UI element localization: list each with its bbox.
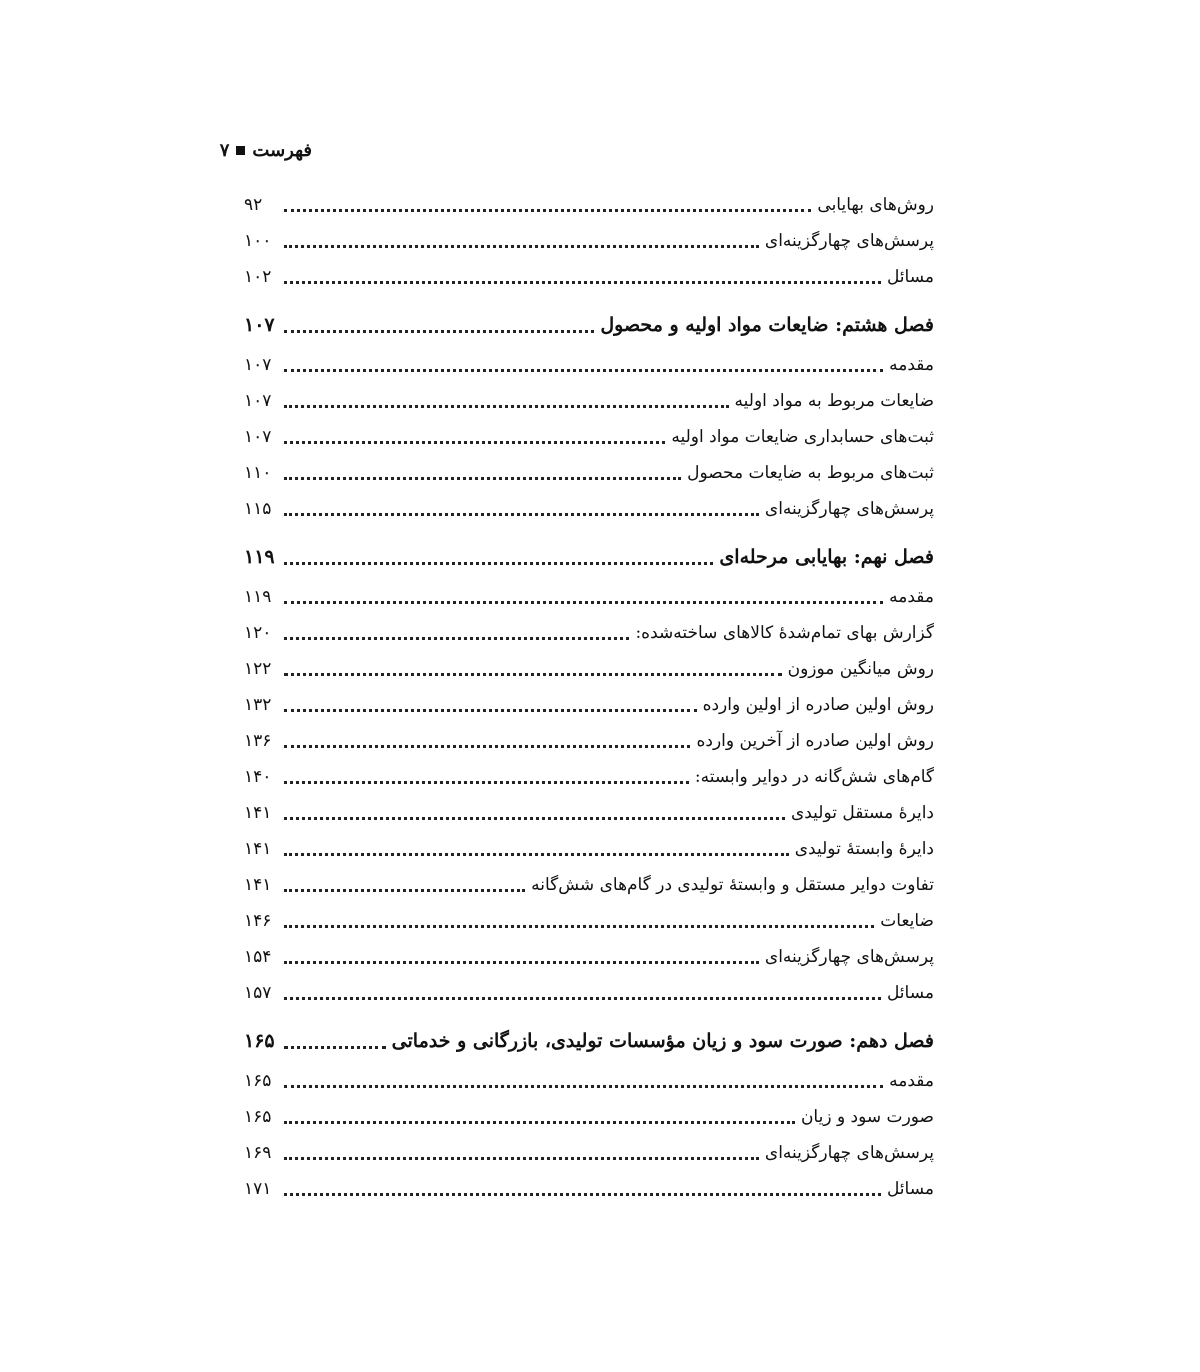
entry-title: روش میانگین موزون [787, 659, 934, 679]
page-number: ۱۲۰ [244, 623, 272, 643]
toc-entry-row [244, 795, 934, 831]
square-bullet-icon [236, 146, 245, 155]
entry-title: تفاوت دوایر مستقل و وابستهٔ تولیدی در گام‌های شش‌گانه [531, 875, 934, 895]
dot-leader [284, 1157, 759, 1160]
dot-leader [284, 513, 759, 516]
dot-leader [284, 673, 782, 676]
entry-title: ضایعات [880, 911, 934, 931]
dot-leader [284, 209, 811, 212]
entry-title: صورت سود و زیان [800, 1107, 934, 1127]
toc-entry-row [244, 259, 934, 295]
dot-leader [284, 1193, 881, 1196]
dot-leader [284, 637, 629, 640]
header-page-number: ۷ [219, 140, 230, 161]
dot-leader [284, 562, 713, 565]
dot-leader [284, 709, 697, 712]
dot-leader [284, 925, 874, 928]
entry-title: دایرهٔ وابستهٔ تولیدی [794, 839, 934, 859]
page-number: ۱۰۲ [244, 267, 272, 287]
entry-title: مسائل [886, 983, 934, 1003]
dot-leader [284, 330, 594, 333]
page-number: ۱۰۷ [244, 391, 272, 411]
page-number: ۱۶۵ [244, 1030, 275, 1052]
page-number: ۱۳۶ [244, 731, 272, 751]
dot-leader [284, 1085, 883, 1088]
toc-entry-row [244, 347, 934, 383]
page-number: ۱۴۱ [244, 875, 272, 895]
page-number: ۱۰۰ [244, 231, 272, 251]
entry-title: ثبت‌های مربوط به ضایعات محصول [687, 463, 934, 483]
toc-entry-row [244, 831, 934, 867]
toc-entry-row [244, 187, 934, 223]
page-number: ۱۰۷ [244, 314, 275, 336]
entry-title: ضایعات مربوط به مواد اولیه [734, 391, 934, 411]
entry-title: ثبت‌های حسابداری ضایعات مواد اولیه [671, 427, 934, 447]
page-number: ۱۶۵ [244, 1107, 272, 1127]
chapter-title: فصل نهم: بهایابی مرحله‌ای [719, 546, 934, 568]
page-number: ۱۳۲ [244, 695, 272, 715]
page-number: ۹۲ [244, 195, 263, 215]
dot-leader [284, 853, 789, 856]
page-number: ۱۰۷ [244, 427, 272, 447]
toc-entry-row [244, 975, 934, 1011]
dot-leader [284, 477, 681, 480]
entry-title: روش‌های بهایابی [817, 195, 934, 215]
header-title: فهرست [252, 140, 312, 161]
dot-leader [284, 441, 665, 444]
toc-chapter-row [244, 1019, 934, 1063]
entry-title: پرسش‌های چهارگزینه‌ای [764, 1143, 934, 1163]
toc-entry-row [244, 939, 934, 975]
page-number: ۱۷۱ [244, 1179, 272, 1199]
toc-entry-row [244, 419, 934, 455]
dot-leader [284, 369, 883, 372]
toc-entry-row [244, 455, 934, 491]
toc-entry-row [244, 579, 934, 615]
page-number: ۱۱۰ [244, 463, 272, 483]
dot-leader [284, 601, 883, 604]
dot-leader [284, 817, 785, 820]
dot-leader [284, 889, 525, 892]
page-number: ۱۱۵ [244, 499, 272, 519]
toc-entry-row [244, 759, 934, 795]
dot-leader [284, 281, 881, 284]
toc-entry-row [244, 687, 934, 723]
chapter-title: فصل دهم: صورت سود و زیان مؤسسات تولیدی، بازرگانی و خدماتی [391, 1030, 934, 1052]
toc-chapter-row [244, 535, 934, 579]
running-header [220, 140, 312, 161]
toc-entry-row [244, 491, 934, 527]
dot-leader [284, 745, 690, 748]
chapter-title: فصل هشتم: ضایعات مواد اولیه و محصول [600, 314, 934, 336]
dot-leader [284, 1046, 386, 1049]
toc-entry-row [244, 223, 934, 259]
toc-entry-row [244, 903, 934, 939]
entry-title: مقدمه [889, 587, 934, 607]
toc-entry-row [244, 383, 934, 419]
entry-title: مقدمه [889, 355, 934, 375]
toc-entry-row [244, 615, 934, 651]
page-number: ۱۴۱ [244, 803, 272, 823]
dot-leader [284, 997, 881, 1000]
dot-leader [284, 961, 759, 964]
entry-title: گام‌های شش‌گانه در دوایر وابسته: [694, 767, 934, 787]
page-number: ۱۵۴ [244, 947, 272, 967]
page-number: ۱۱۹ [244, 587, 272, 607]
page-number: ۱۴۶ [244, 911, 272, 931]
table-of-contents [244, 187, 934, 1207]
toc-entry-row [244, 1171, 934, 1207]
page-number: ۱۵۷ [244, 983, 272, 1003]
toc-entry-row [244, 1135, 934, 1171]
dot-leader [284, 245, 759, 248]
page-number: ۱۲۲ [244, 659, 272, 679]
toc-entry-row [244, 867, 934, 903]
entry-title: مسائل [886, 1179, 934, 1199]
page-number: ۱۶۵ [244, 1071, 272, 1091]
entry-title: مقدمه [889, 1071, 934, 1091]
entry-title: پرسش‌های چهارگزینه‌ای [764, 499, 934, 519]
page-number: ۱۴۰ [244, 767, 272, 787]
page-number: ۱۶۹ [244, 1143, 272, 1163]
page-number: ۱۱۹ [244, 546, 275, 568]
entry-title: گزارش بهای تمام‌شدهٔ کالاهای ساخته‌شده: [635, 623, 934, 643]
dot-leader [284, 1121, 795, 1124]
dot-leader [284, 781, 689, 784]
toc-entry-row [244, 651, 934, 687]
dot-leader [284, 405, 729, 408]
toc-entry-row [244, 723, 934, 759]
entry-title: روش اولین صادره از آخرین وارده [696, 731, 934, 751]
entry-title: مسائل [886, 267, 934, 287]
entry-title: پرسش‌های چهارگزینه‌ای [764, 947, 934, 967]
entry-title: روش اولین صادره از اولین وارده [702, 695, 934, 715]
toc-chapter-row [244, 303, 934, 347]
entry-title: پرسش‌های چهارگزینه‌ای [764, 231, 934, 251]
page-number: ۱۰۷ [244, 355, 272, 375]
toc-entry-row [244, 1063, 934, 1099]
entry-title: دایرهٔ مستقل تولیدی [790, 803, 934, 823]
page-number: ۱۴۱ [244, 839, 272, 859]
toc-entry-row [244, 1099, 934, 1135]
